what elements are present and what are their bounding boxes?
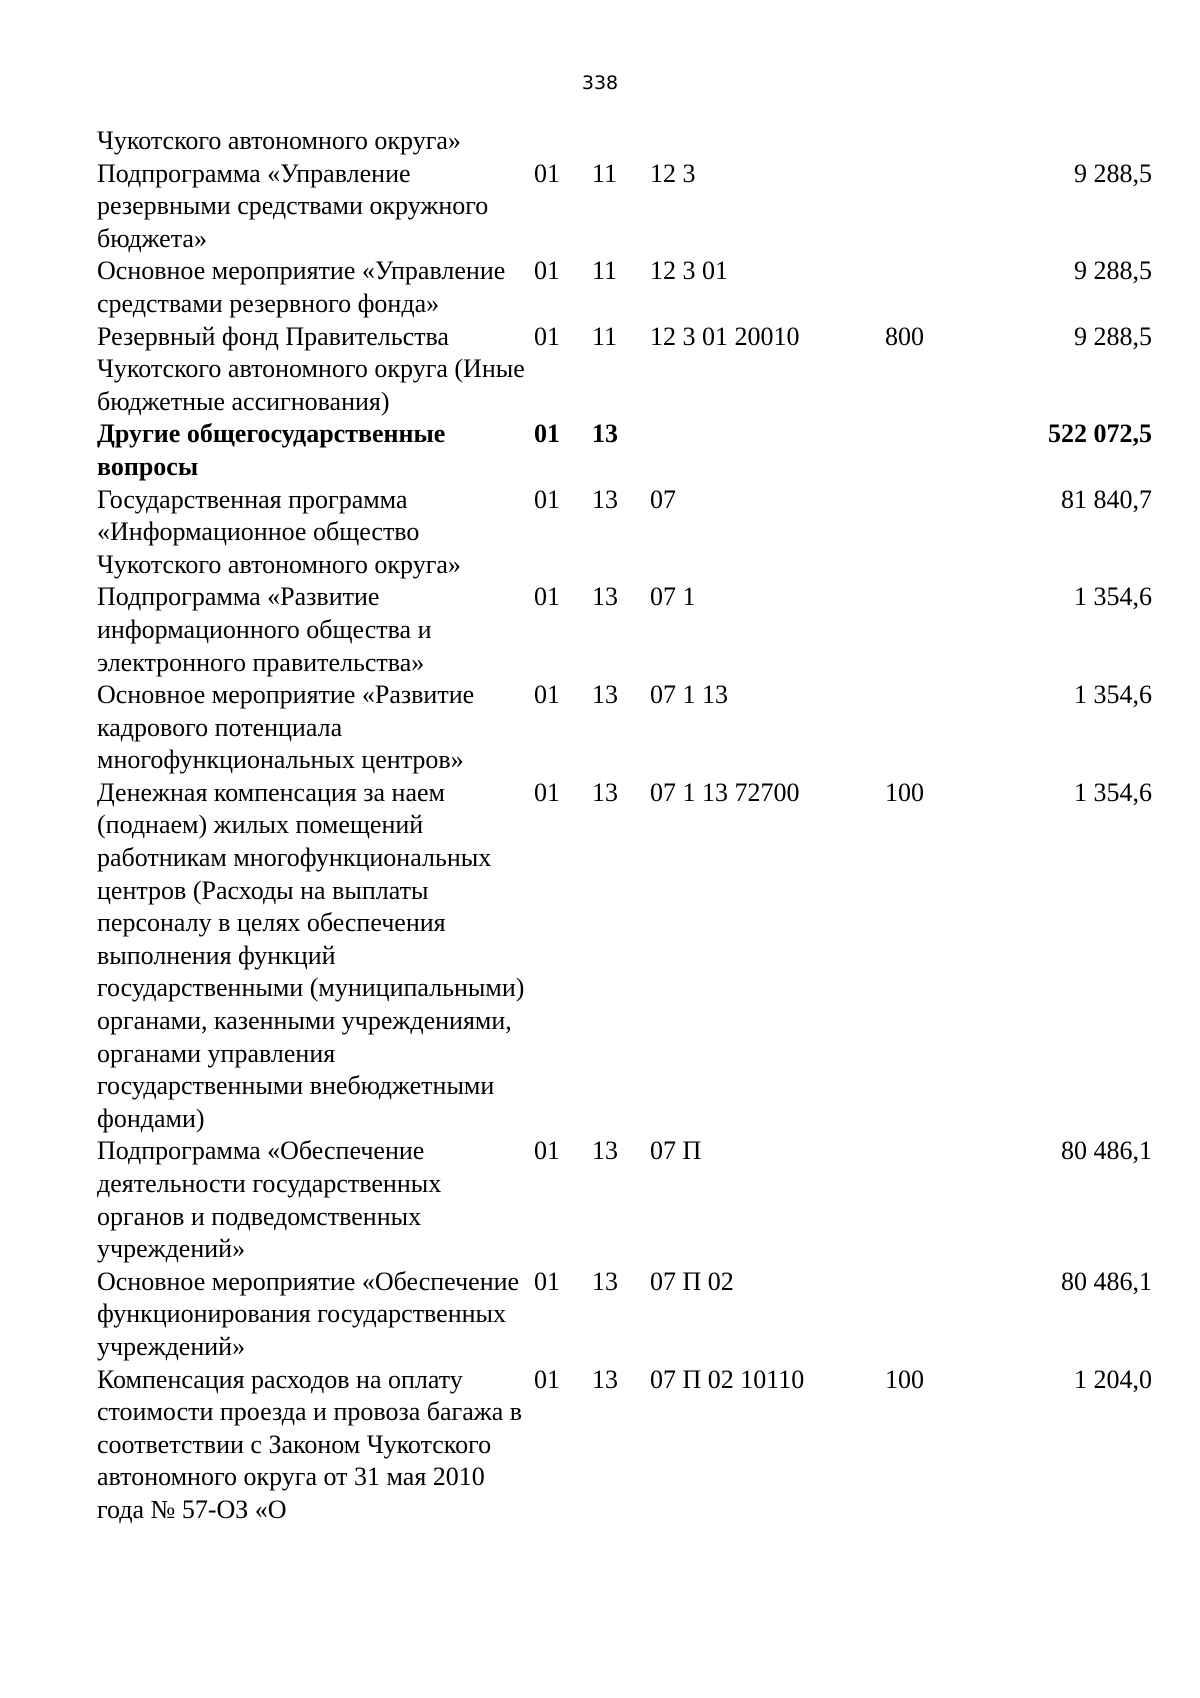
row-amount: [992, 125, 1152, 158]
row-section-code: 01: [534, 777, 560, 807]
row-expense-type: [885, 1266, 992, 1364]
row-amount: 80 486,1: [1061, 1266, 1152, 1296]
row-subsection-code: 13: [592, 680, 618, 710]
budget-table-body: [97, 125, 1152, 1527]
row-section-code: 01: [534, 680, 560, 710]
row-amount: 80 486,1: [1061, 1136, 1152, 1166]
table-row: [97, 1135, 1152, 1265]
row-name: Чукотского автономного округа»: [97, 126, 461, 155]
row-name: Основное мероприятие «Развитие кадрового потенциала многофункциональных центров»: [97, 680, 475, 775]
table-row: [97, 581, 1152, 679]
row-name: Денежная компенсация за наем (поднаем) жилых помещений работникам многофункциональных центров (Расходы на выплаты персоналу в целях обеспечения выполнения функций государственными (муниципальными) органами, казенными учреждениями, органами управления государственными внебюджетными фондами): [97, 777, 525, 1133]
row-amount: 1 354,6: [1074, 582, 1152, 612]
row-section-code: 01: [534, 484, 560, 514]
row-subsection-code: 11: [592, 158, 618, 188]
row-name: Компенсация расходов на оплату стоимости проезда и провоза багажа в соответствии с Законом Чукотского автономного округа от 31 мая 2010 года № 57-ОЗ «О: [97, 1364, 523, 1524]
row-name: Резервный фонд Правительства Чукотского автономного округа (Иные бюджетные ассигнования): [97, 321, 525, 416]
budget-table: [97, 125, 1152, 1527]
row-subsection-code: 11: [592, 321, 618, 351]
table-row: [97, 679, 1152, 777]
row-expense-type: [885, 1135, 992, 1265]
table-row: [97, 777, 1152, 1136]
row-expense-type: 100: [885, 777, 924, 807]
row-subsection-code: 13: [592, 777, 618, 807]
table-row: [97, 418, 1152, 483]
row-expense-type: 800: [885, 321, 924, 351]
row-expense-type: [885, 581, 992, 679]
row-expense-type: [885, 484, 992, 582]
table-row: [97, 158, 1152, 256]
row-name: Подпрограмма «Управление резервными средствами окружного бюджета»: [97, 158, 489, 253]
table-row: [97, 1364, 1152, 1527]
row-section-code: 01: [534, 1136, 560, 1166]
row-name: Подпрограмма «Обеспечение деятельности государственных органов и подведомственных учреждений»: [97, 1136, 442, 1264]
row-subsection-code: 13: [592, 419, 618, 449]
row-subsection-code: 11: [592, 256, 618, 286]
table-row: [97, 125, 1152, 158]
row-section-code: 01: [534, 256, 560, 286]
table-row: [97, 255, 1152, 320]
row-amount: 9 288,5: [1074, 256, 1152, 286]
row-name: Другие общегосударственные вопросы: [97, 419, 446, 481]
row-target-article: 07 1 13 72700: [650, 777, 800, 807]
row-amount: 522 072,5: [1048, 419, 1152, 449]
row-name: Основное мероприятие «Управление средствами резервного фонда»: [97, 256, 506, 318]
row-section-code: 01: [534, 1266, 560, 1296]
row-amount: 81 840,7: [1061, 484, 1152, 514]
row-subsection-code: 13: [592, 582, 618, 612]
row-section-code: [534, 125, 592, 158]
row-target-article: 12 3 01: [650, 256, 728, 286]
row-name: Государственная программа «Информационное общество Чукотского автономного округа»: [97, 484, 461, 579]
row-name: Основное мероприятие «Обеспечение функционирования государственных учреждений»: [97, 1266, 520, 1361]
table-row: [97, 484, 1152, 582]
row-subsection-code: 13: [592, 1136, 618, 1166]
row-subsection-code: 13: [592, 484, 618, 514]
row-section-code: 01: [534, 158, 560, 188]
row-amount: 9 288,5: [1074, 158, 1152, 188]
row-expense-type: [885, 255, 992, 320]
row-subsection-code: [592, 125, 650, 158]
row-target-article: 12 3: [650, 158, 696, 188]
row-expense-type: [885, 679, 992, 777]
row-target-article: [650, 125, 885, 158]
row-target-article: 07 П: [650, 1136, 702, 1166]
row-target-article: 07 П 02: [650, 1266, 734, 1296]
row-amount: 1 204,0: [1074, 1364, 1152, 1394]
row-expense-type: [885, 125, 992, 158]
row-target-article: 12 3 01 20010: [650, 321, 800, 351]
table-row: [97, 321, 1152, 419]
row-expense-type: 100: [885, 1364, 924, 1394]
row-subsection-code: 13: [592, 1266, 618, 1296]
row-target-article: [650, 418, 885, 483]
row-subsection-code: 13: [592, 1364, 618, 1394]
row-expense-type: [885, 418, 992, 483]
row-target-article: 07 П 02 10110: [650, 1364, 805, 1394]
page-number: 338: [581, 72, 619, 94]
row-target-article: 07 1: [650, 582, 696, 612]
row-name: Подпрограмма «Развитие информационного общества и электронного правительства»: [97, 582, 432, 677]
row-target-article: 07: [650, 484, 676, 514]
row-expense-type: [885, 158, 992, 256]
row-target-article: 07 1 13: [650, 680, 728, 710]
row-section-code: 01: [534, 1364, 560, 1394]
row-amount: 1 354,6: [1074, 777, 1152, 807]
row-amount: 9 288,5: [1074, 321, 1152, 351]
row-section-code: 01: [534, 582, 560, 612]
row-section-code: 01: [534, 419, 560, 449]
table-row: [97, 1266, 1152, 1364]
row-section-code: 01: [534, 321, 560, 351]
row-amount: 1 354,6: [1074, 680, 1152, 710]
